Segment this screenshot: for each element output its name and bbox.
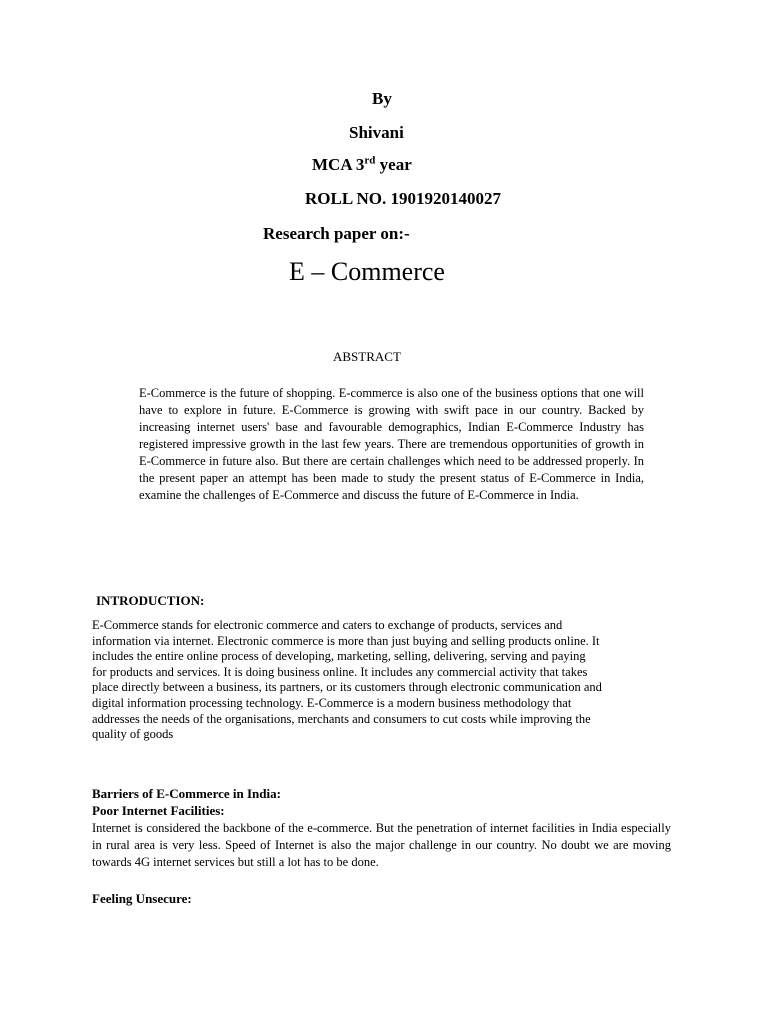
roll-number: ROLL NO. 1901920140027 <box>305 189 501 208</box>
poor-internet-heading: Poor Internet Facilities: <box>92 803 225 818</box>
introduction-line: for products and services. It is doing business online. It includes any commercial activity that takes <box>92 664 588 679</box>
author-name: Shivani <box>349 123 404 142</box>
introduction-text <box>92 618 682 743</box>
feeling-unsecure-heading: Feeling Unsecure: <box>92 891 192 906</box>
introduction-line: place directly between a business, its partners, or its customers through electronic communication and <box>92 680 602 695</box>
poor-internet-text: Internet is considered the backbone of the e-commerce. But the penetration of internet facilities in India especially in rural area is very less. Speed of Internet is also the major challenge in our country. No doubt we are moving towards 4G internet services but still a lot has to be done. <box>92 821 671 869</box>
introduction-heading: INTRODUCTION: <box>96 593 205 608</box>
research-label: Research paper on:- <box>263 224 410 243</box>
course-line <box>312 155 412 175</box>
introduction-line: digital information processing technology. E-Commerce is a modern business methodology that <box>92 695 572 710</box>
course-superscript: rd <box>364 154 376 167</box>
introduction-line: addresses the needs of the organisations, merchants and consumers to cut costs while improving the <box>92 711 591 726</box>
barriers-heading: Barriers of E-Commerce in India: <box>92 786 281 801</box>
introduction-line: quality of goods <box>92 727 174 742</box>
introduction-line: information via internet. Electronic commerce is more than just buying and selling products online. It <box>92 633 600 648</box>
course-suffix: year <box>375 155 412 174</box>
page-title: E – Commerce <box>289 257 445 286</box>
introduction-line: E-Commerce stands for electronic commerce and caters to exchange of products, services and <box>92 618 563 632</box>
abstract-heading: ABSTRACT <box>333 349 401 364</box>
by-label: By <box>372 89 392 108</box>
abstract-text: E-Commerce is the future of shopping. E-commerce is also one of the business options that one will have to explore in future. E-Commerce is growing with swift pace in our country. Backed by increasing internet users' base and favourable demographics, Indian E-Commerce Industry has registered impressive growth in the last few years. There are tremendous opportunities of growth in E-Commerce in future also. But there are certain challenges which need to be addressed properly. In the present paper an attempt has been made to study the present status of E-Commerce in India, examine the challenges of E-Commerce and discuss the future of E-Commerce in India. <box>139 386 644 502</box>
course-prefix: MCA 3 <box>312 155 365 174</box>
introduction-line: includes the entire online process of developing, marketing, selling, delivering, serving and paying <box>92 649 586 664</box>
